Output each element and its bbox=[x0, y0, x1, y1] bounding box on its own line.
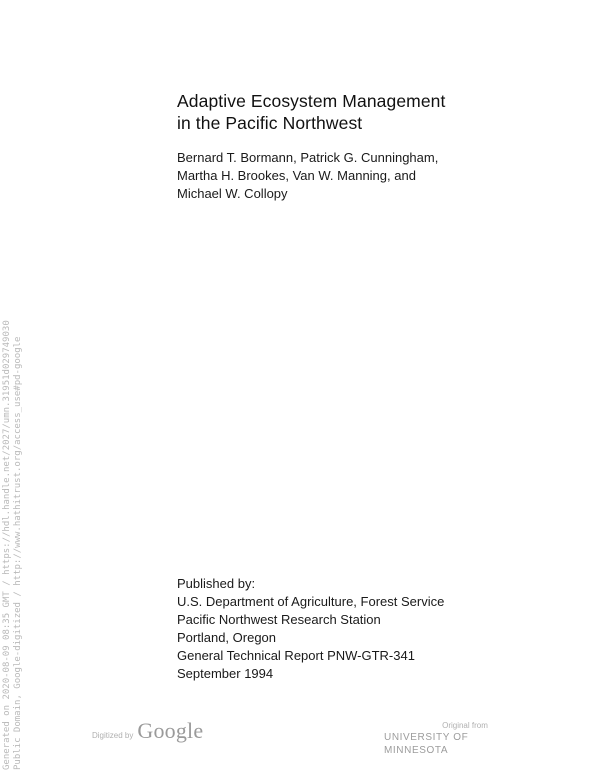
author-line: Michael W. Collopy bbox=[177, 186, 288, 201]
publisher-line: Published by: bbox=[177, 576, 256, 591]
title-line: in the Pacific Northwest bbox=[177, 113, 363, 133]
title-line: Adaptive Ecosystem Management bbox=[177, 91, 446, 111]
author-line: Bernard T. Bormann, Patrick G. Cunningham, bbox=[177, 150, 439, 165]
hathitrust-watermark bbox=[2, 270, 24, 770]
publisher-line: U.S. Department of Agriculture, Forest Service bbox=[177, 594, 445, 609]
original-source-mark bbox=[384, 720, 524, 757]
google-digitization-mark bbox=[92, 718, 203, 748]
document-title bbox=[177, 90, 557, 134]
report-number: General Technical Report PNW-GTR-341 bbox=[177, 648, 415, 663]
publisher-block bbox=[177, 575, 537, 683]
original-from-label: Original from bbox=[442, 721, 488, 730]
google-logo: Google bbox=[137, 718, 204, 743]
publisher-line: Pacific Northwest Research Station bbox=[177, 612, 381, 627]
publisher-line: Portland, Oregon bbox=[177, 630, 277, 645]
publication-date: September 1994 bbox=[177, 666, 274, 681]
university-name: UNIVERSITY OF MINNESOTA bbox=[384, 732, 469, 756]
author-line: Martha H. Brookes, Van W. Manning, and bbox=[177, 168, 416, 183]
author-list bbox=[177, 149, 537, 203]
watermark-line-generated: Generated on 2020-08-09 08:35 GMT / https://hdl.handle.net/2027/umn.31951d029749030 bbox=[2, 320, 12, 770]
watermark-line-rights: Public Domain, Google-digitized / http://www.hathitrust.org/access_use#pd-google bbox=[13, 336, 23, 770]
digitized-by-label: Digitized by bbox=[92, 731, 134, 740]
